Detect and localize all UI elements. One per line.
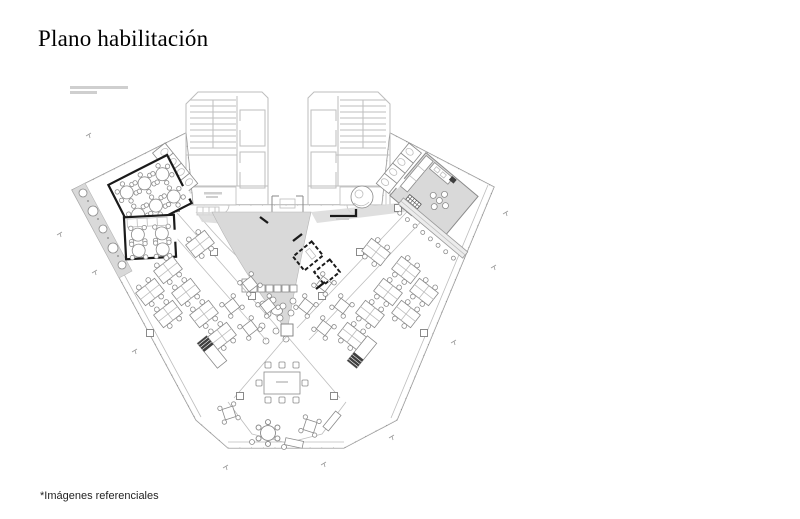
page-title: Plano habilitación — [38, 26, 209, 51]
elevator-shaft — [240, 110, 265, 146]
spiral-feature — [351, 186, 373, 208]
left-stair-core — [186, 92, 268, 205]
right-stair-core — [308, 92, 390, 205]
slide-footnote: *Imágenes referenciales — [40, 490, 159, 502]
plan-title-block — [70, 86, 128, 94]
elevator-shaft — [240, 152, 265, 188]
meeting-room-b — [124, 215, 179, 261]
elevator-shaft — [311, 110, 336, 146]
elevator-shaft — [311, 152, 336, 188]
